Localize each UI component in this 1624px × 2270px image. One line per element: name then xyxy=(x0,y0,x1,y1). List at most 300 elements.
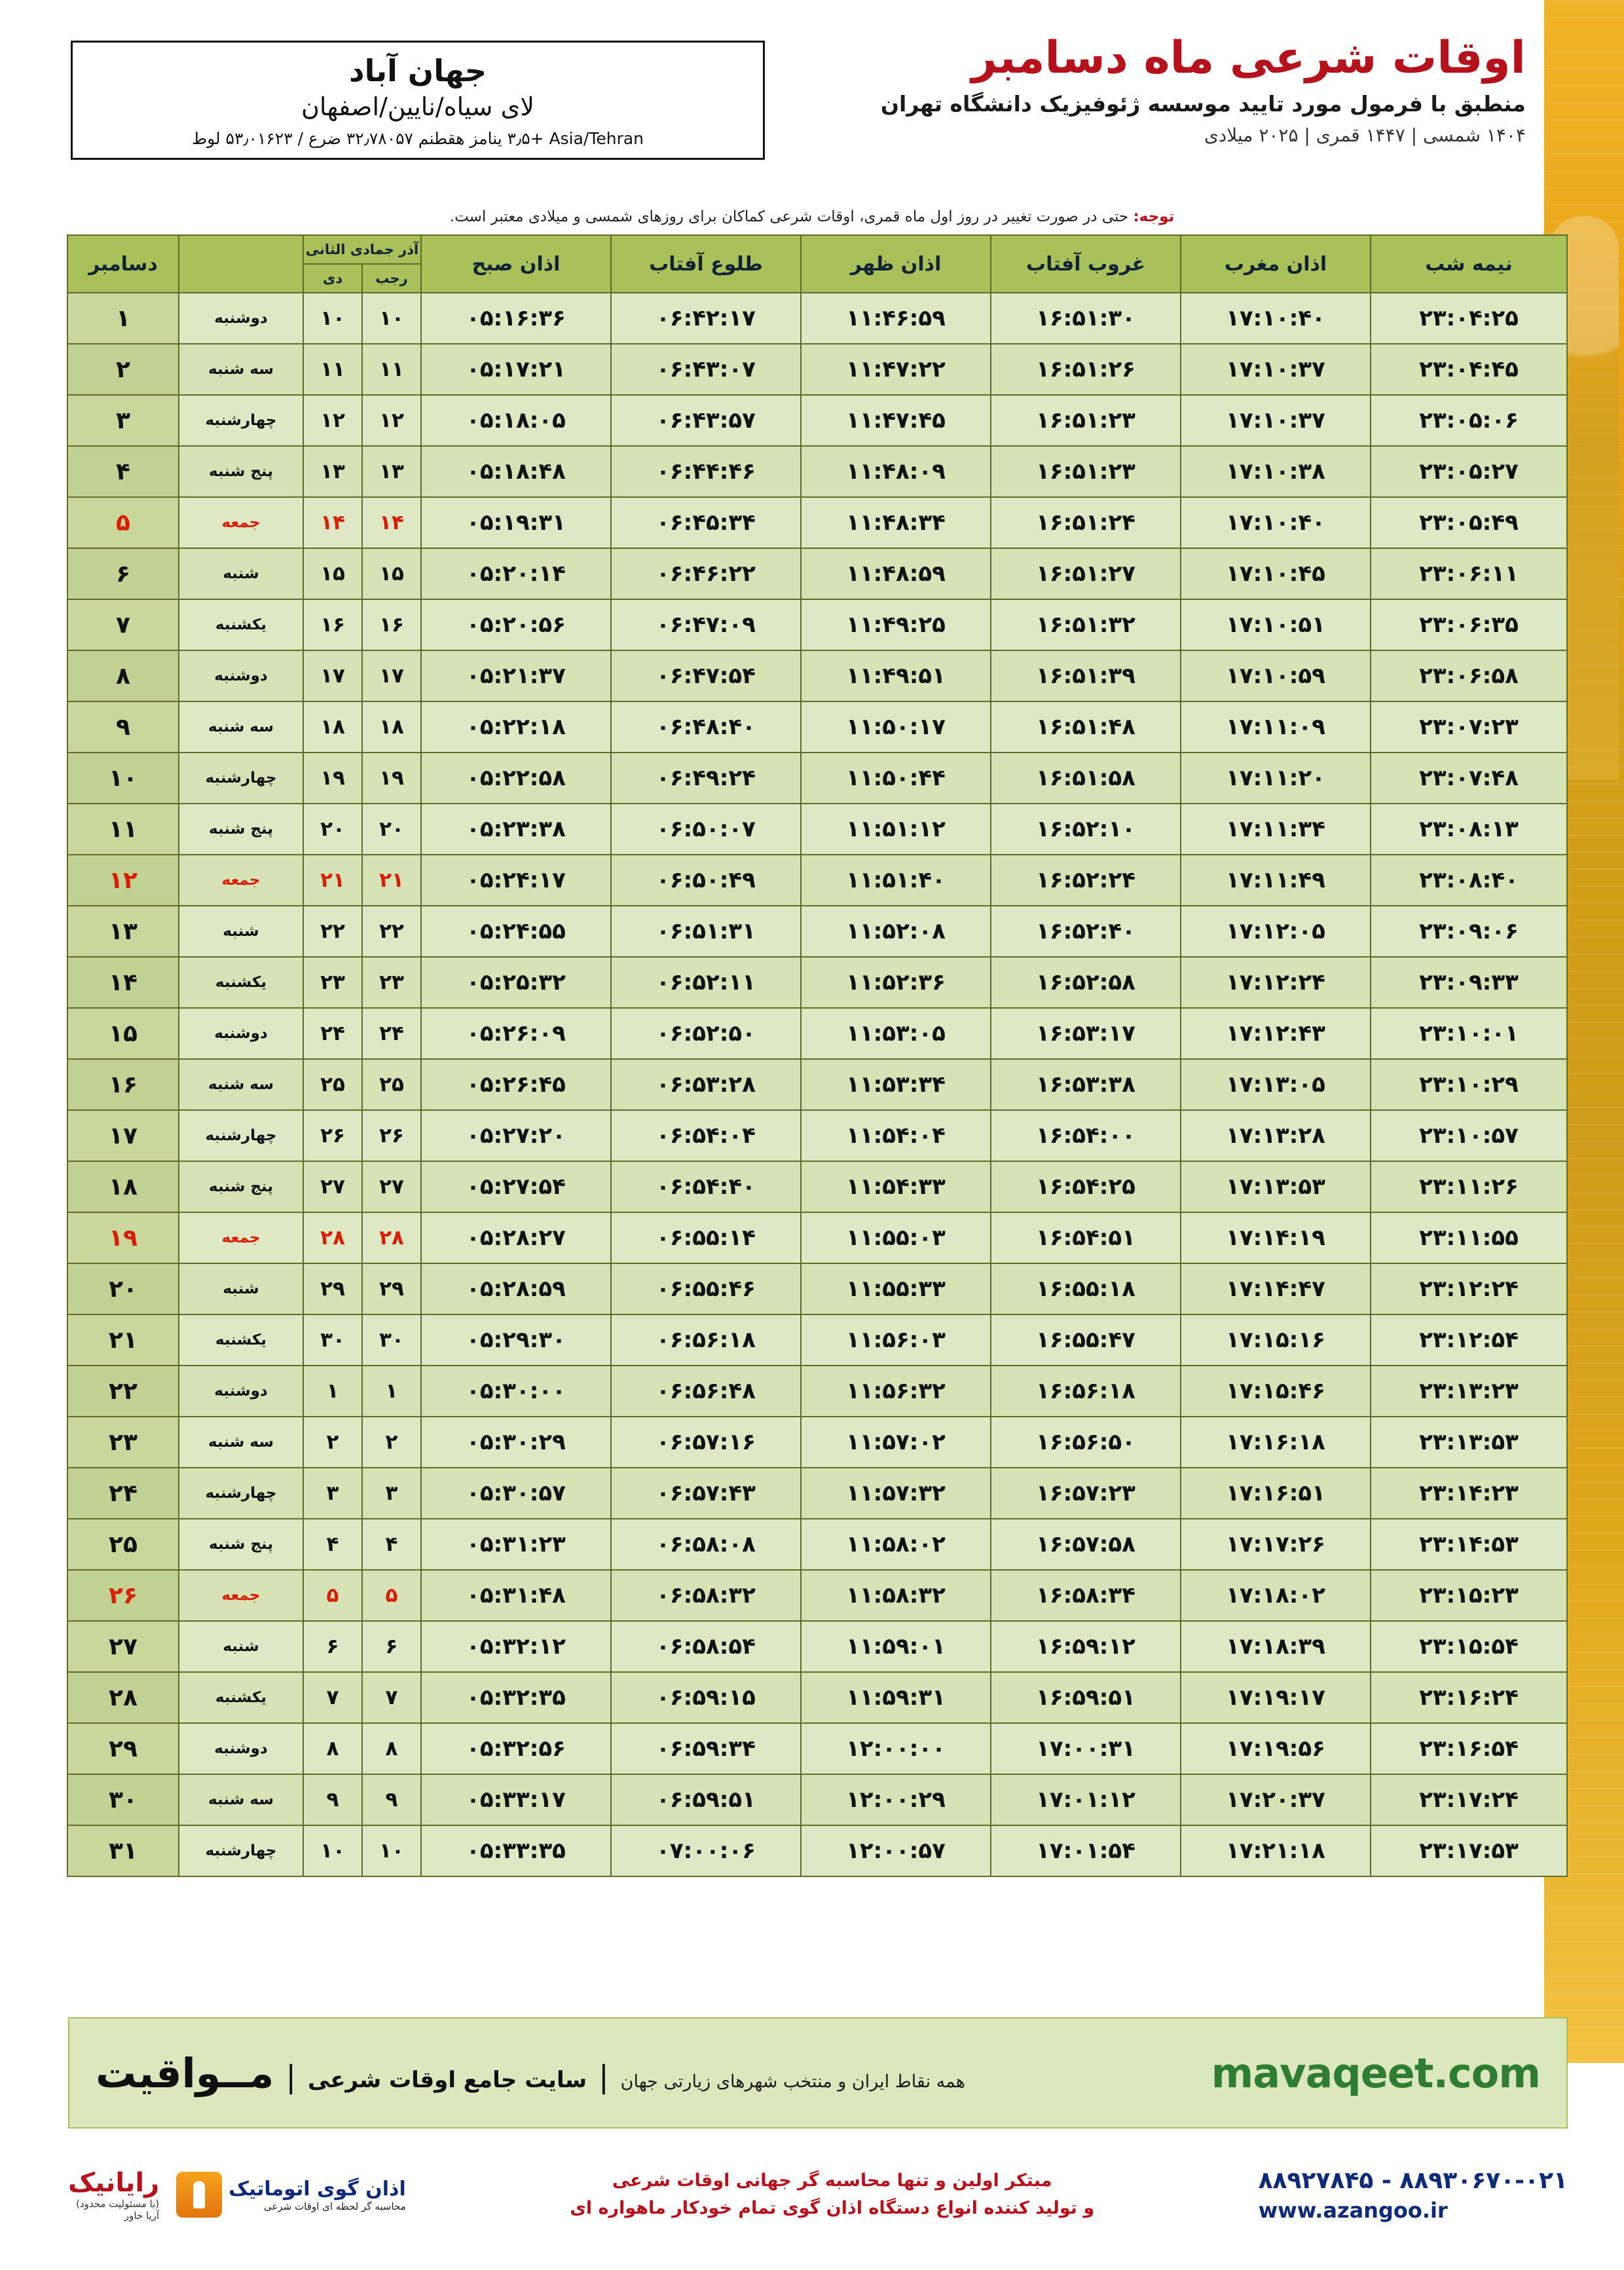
cell-sunrise: ۰۶:۵۳:۲۸ xyxy=(611,1059,801,1110)
cell-midnight: ۲۳:۱۲:۲۴ xyxy=(1371,1263,1567,1314)
brand-sep-1: | xyxy=(286,2058,296,2094)
prayer-times-table xyxy=(67,234,1568,1877)
cell-sunrise: ۰۶:۵۱:۳۱ xyxy=(611,906,801,957)
cell-maghrib: ۱۷:۲۱:۱۸ xyxy=(1181,1825,1371,1876)
cell-midnight: ۲۳:۱۴:۲۳ xyxy=(1371,1468,1567,1519)
cell-gregorian-day: ۱۸ xyxy=(67,1161,179,1212)
cell-sunrise: ۰۷:۰۰:۰۶ xyxy=(611,1825,801,1876)
cell-gregorian-day: ۷ xyxy=(67,599,179,650)
cell-dhuhr: ۱۱:۵۷:۳۲ xyxy=(801,1468,991,1519)
cell-sunset: ۱۷:۰۰:۳۱ xyxy=(991,1723,1181,1774)
table-header-row xyxy=(67,235,1567,293)
cell-dhuhr: ۱۱:۴۷:۲۲ xyxy=(801,344,991,395)
cell-hijri-dey: ۲۴ xyxy=(303,1008,362,1059)
note-text: حتی در صورت تغییر در روز اول ماه قمری، اوقات شرعی کماکان برای روزهای شمسی و میلادی معتبر است. xyxy=(449,208,1129,225)
cell-gregorian-day: ۱۹ xyxy=(67,1212,179,1263)
azangoo-logo-text xyxy=(229,2178,406,2212)
col-midnight: نیمه شب xyxy=(1371,235,1567,293)
cell-hijri-dey: ۴ xyxy=(303,1519,362,1570)
table-row xyxy=(67,1570,1567,1621)
cell-weekday: دوشنبه xyxy=(179,1366,303,1417)
cell-hijri-dey: ۲۲ xyxy=(303,906,362,957)
cell-weekday: دوشنبه xyxy=(179,650,303,701)
cell-hijri-dey: ۵ xyxy=(303,1570,362,1621)
cell-gregorian-day: ۱۴ xyxy=(67,957,179,1008)
cell-fajr: ۰۵:۳۲:۵۶ xyxy=(421,1723,611,1774)
brand-block xyxy=(96,2049,965,2097)
cell-midnight: ۲۳:۱۶:۵۴ xyxy=(1371,1723,1567,1774)
cell-hijri-dey: ۱۸ xyxy=(303,701,362,753)
table-row xyxy=(67,497,1567,548)
cell-fajr: ۰۵:۳۳:۱۷ xyxy=(421,1774,611,1825)
cell-hijri-dey: ۱۵ xyxy=(303,548,362,599)
table-body xyxy=(67,293,1567,1876)
cell-weekday: شنبه xyxy=(179,1621,303,1672)
phone-numbers: ۸۸۹۲۷۸۴۵ - ۸۸۹۳۰۶۷۰-۰۲۱ xyxy=(1258,2167,1568,2194)
cell-gregorian-day: ۲۶ xyxy=(67,1570,179,1621)
cell-dhuhr: ۱۱:۵۳:۰۵ xyxy=(801,1008,991,1059)
cell-hijri-rajab: ۲۳ xyxy=(362,957,421,1008)
cell-midnight: ۲۳:۱۷:۲۴ xyxy=(1371,1774,1567,1825)
cell-maghrib: ۱۷:۱۰:۳۷ xyxy=(1181,344,1371,395)
cell-dhuhr: ۱۱:۴۷:۴۵ xyxy=(801,395,991,446)
cell-sunset: ۱۶:۵۹:۵۱ xyxy=(991,1672,1181,1723)
cell-hijri-rajab: ۲۷ xyxy=(362,1161,421,1212)
cell-sunrise: ۰۶:۴۴:۴۶ xyxy=(611,446,801,497)
table-row xyxy=(67,1723,1567,1774)
cell-dhuhr: ۱۱:۵۳:۳۴ xyxy=(801,1059,991,1110)
cell-weekday: جمعه xyxy=(179,1570,303,1621)
cell-maghrib: ۱۷:۲۰:۳۷ xyxy=(1181,1774,1371,1825)
cell-sunrise: ۰۶:۴۳:۵۷ xyxy=(611,395,801,446)
cell-fajr: ۰۵:۳۱:۲۳ xyxy=(421,1519,611,1570)
cell-gregorian-day: ۱۵ xyxy=(67,1008,179,1059)
cell-maghrib: ۱۷:۱۱:۳۴ xyxy=(1181,804,1371,855)
cell-gregorian-day: ۲۳ xyxy=(67,1417,179,1468)
table-row xyxy=(67,1774,1567,1825)
cell-gregorian-day: ۲۲ xyxy=(67,1366,179,1417)
cell-fajr: ۰۵:۲۸:۲۷ xyxy=(421,1212,611,1263)
cell-sunrise: ۰۶:۵۵:۱۴ xyxy=(611,1212,801,1263)
cell-sunrise: ۰۶:۵۷:۴۳ xyxy=(611,1468,801,1519)
company-description-line2: و تولید کننده انواع دستگاه اذان گوی تمام خودکار ماهواره ای xyxy=(570,2198,1095,2218)
cell-hijri-dey: ۲۵ xyxy=(303,1059,362,1110)
cell-fajr: ۰۵:۳۰:۵۷ xyxy=(421,1468,611,1519)
cell-maghrib: ۱۷:۱۴:۱۹ xyxy=(1181,1212,1371,1263)
cell-maghrib: ۱۷:۱۱:۲۰ xyxy=(1181,753,1371,804)
cell-fajr: ۰۵:۲۲:۵۸ xyxy=(421,753,611,804)
table-row xyxy=(67,395,1567,446)
cell-fajr: ۰۵:۲۱:۳۷ xyxy=(421,650,611,701)
cell-hijri-dey: ۱۶ xyxy=(303,599,362,650)
cell-hijri-rajab: ۲۲ xyxy=(362,906,421,957)
cell-fajr: ۰۵:۱۸:۰۵ xyxy=(421,395,611,446)
cell-midnight: ۲۳:۱۵:۲۳ xyxy=(1371,1570,1567,1621)
cell-maghrib: ۱۷:۱۰:۴۰ xyxy=(1181,497,1371,548)
cell-dhuhr: ۱۱:۴۸:۳۴ xyxy=(801,497,991,548)
cell-sunrise: ۰۶:۵۴:۰۴ xyxy=(611,1110,801,1161)
cell-sunrise: ۰۶:۴۶:۲۲ xyxy=(611,548,801,599)
azangoo-website[interactable]: www.azangoo.ir xyxy=(1258,2197,1448,2223)
col-hijri-group xyxy=(303,235,421,293)
cell-maghrib: ۱۷:۱۸:۳۹ xyxy=(1181,1621,1371,1672)
table-row xyxy=(67,1314,1567,1366)
cell-sunset: ۱۶:۵۴:۵۱ xyxy=(991,1212,1181,1263)
col-sunrise: طلوع آفتاب xyxy=(611,235,801,293)
cell-weekday: چهارشنبه xyxy=(179,753,303,804)
cell-sunset: ۱۶:۵۵:۱۸ xyxy=(991,1263,1181,1314)
cell-gregorian-day: ۴ xyxy=(67,446,179,497)
cell-hijri-rajab: ۱۹ xyxy=(362,753,421,804)
cell-midnight: ۲۳:۱۴:۵۳ xyxy=(1371,1519,1567,1570)
col-hijri-top: آذر جمادی الثانی xyxy=(304,236,420,265)
cell-maghrib: ۱۷:۱۷:۲۶ xyxy=(1181,1519,1371,1570)
cell-midnight: ۲۳:۰۵:۴۹ xyxy=(1371,497,1567,548)
note-label: توجه: xyxy=(1133,208,1175,225)
table-row xyxy=(67,344,1567,395)
col-dhuhr: اذان ظهر xyxy=(801,235,991,293)
cell-dhuhr: ۱۱:۵۸:۰۲ xyxy=(801,1519,991,1570)
cell-midnight: ۲۳:۰۶:۱۱ xyxy=(1371,548,1567,599)
cell-hijri-rajab: ۵ xyxy=(362,1570,421,1621)
cell-gregorian-day: ۸ xyxy=(67,650,179,701)
cell-dhuhr: ۱۱:۴۹:۲۵ xyxy=(801,599,991,650)
cell-weekday: پنج شنبه xyxy=(179,1519,303,1570)
table-row xyxy=(67,701,1567,753)
table-row xyxy=(67,1672,1567,1723)
cell-weekday: جمعه xyxy=(179,497,303,548)
cell-fajr: ۰۵:۲۵:۳۲ xyxy=(421,957,611,1008)
cell-gregorian-day: ۵ xyxy=(67,497,179,548)
cell-hijri-dey: ۲۸ xyxy=(303,1212,362,1263)
cell-weekday: چهارشنبه xyxy=(179,1825,303,1876)
company-description xyxy=(570,2167,1094,2222)
cell-fajr: ۰۵:۲۸:۵۹ xyxy=(421,1263,611,1314)
cell-gregorian-day: ۲۸ xyxy=(67,1672,179,1723)
cell-dhuhr: ۱۱:۵۴:۰۴ xyxy=(801,1110,991,1161)
table-row xyxy=(67,906,1567,957)
cell-hijri-rajab: ۲۱ xyxy=(362,855,421,906)
cell-sunset: ۱۶:۵۶:۱۸ xyxy=(991,1366,1181,1417)
cell-maghrib: ۱۷:۱۹:۱۷ xyxy=(1181,1672,1371,1723)
cell-maghrib: ۱۷:۱۰:۴۰ xyxy=(1181,293,1371,344)
cell-hijri-dey: ۱۱ xyxy=(303,344,362,395)
table-row xyxy=(67,650,1567,701)
cell-dhuhr: ۱۱:۵۴:۳۳ xyxy=(801,1161,991,1212)
cell-weekday: دوشنبه xyxy=(179,293,303,344)
cell-gregorian-day: ۲۴ xyxy=(67,1468,179,1519)
cell-sunrise: ۰۶:۵۲:۵۰ xyxy=(611,1008,801,1059)
cell-fajr: ۰۵:۳۳:۳۵ xyxy=(421,1825,611,1876)
cell-midnight: ۲۳:۰۴:۲۵ xyxy=(1371,293,1567,344)
cell-maghrib: ۱۷:۱۸:۰۲ xyxy=(1181,1570,1371,1621)
cell-gregorian-day: ۲۵ xyxy=(67,1519,179,1570)
cell-hijri-rajab: ۲۸ xyxy=(362,1212,421,1263)
cell-midnight: ۲۳:۱۲:۵۴ xyxy=(1371,1314,1567,1366)
rayanic-logo xyxy=(68,2168,159,2222)
cell-weekday: شنبه xyxy=(179,906,303,957)
cell-dhuhr: ۱۱:۴۸:۵۹ xyxy=(801,548,991,599)
cell-sunset: ۱۶:۵۲:۱۰ xyxy=(991,804,1181,855)
cell-maghrib: ۱۷:۱۱:۰۹ xyxy=(1181,701,1371,753)
footer-contact-bar xyxy=(68,2146,1568,2244)
cell-hijri-rajab: ۱۸ xyxy=(362,701,421,753)
cell-fajr: ۰۵:۳۲:۳۵ xyxy=(421,1672,611,1723)
cell-sunrise: ۰۶:۵۹:۱۵ xyxy=(611,1672,801,1723)
cell-midnight: ۲۳:۱۰:۲۹ xyxy=(1371,1059,1567,1110)
cell-sunset: ۱۶:۵۱:۳۰ xyxy=(991,293,1181,344)
cell-sunrise: ۰۶:۵۲:۱۱ xyxy=(611,957,801,1008)
cell-maghrib: ۱۷:۱۳:۰۵ xyxy=(1181,1059,1371,1110)
cell-weekday: یکشنبه xyxy=(179,1672,303,1723)
cell-weekday: چهارشنبه xyxy=(179,1110,303,1161)
cell-dhuhr: ۱۱:۵۶:۰۳ xyxy=(801,1314,991,1366)
company-description-line1: مبتکر اولین و تنها محاسبه گر جهانی اوقات شرعی xyxy=(612,2170,1052,2191)
table-row xyxy=(67,599,1567,650)
page-subtitle: منطبق با فرمول مورد تایید موسسه ژئوفیزیک دانشگاه تهران xyxy=(880,91,1526,117)
cell-sunset: ۱۶:۵۷:۲۳ xyxy=(991,1468,1181,1519)
cell-hijri-rajab: ۲۶ xyxy=(362,1110,421,1161)
cell-dhuhr: ۱۲:۰۰:۲۹ xyxy=(801,1774,991,1825)
cell-hijri-rajab: ۲۹ xyxy=(362,1263,421,1314)
cell-midnight: ۲۳:۱۳:۲۳ xyxy=(1371,1366,1567,1417)
calendar-years: ۱۴۰۴ شمسی | ۱۴۴۷ قمری | ۲۰۲۵ میلادی xyxy=(1204,124,1526,147)
cell-gregorian-day: ۱۲ xyxy=(67,855,179,906)
cell-midnight: ۲۳:۱۱:۲۶ xyxy=(1371,1161,1567,1212)
cell-maghrib: ۱۷:۱۵:۱۶ xyxy=(1181,1314,1371,1366)
cell-dhuhr: ۱۱:۵۲:۳۶ xyxy=(801,957,991,1008)
cell-hijri-dey: ۱ xyxy=(303,1366,362,1417)
location-region: لای سیاه/نایین/اصفهان xyxy=(301,92,535,121)
website-link[interactable]: mavaqeet.com xyxy=(1211,2049,1540,2097)
cell-weekday: شنبه xyxy=(179,548,303,599)
table-row xyxy=(67,1212,1567,1263)
cell-weekday: سه شنبه xyxy=(179,1059,303,1110)
brand-tagline: سایت جامع اوقات شرعی xyxy=(307,2066,587,2093)
cell-sunrise: ۰۶:۴۷:۰۹ xyxy=(611,599,801,650)
cell-sunrise: ۰۶:۵۸:۰۸ xyxy=(611,1519,801,1570)
cell-sunset: ۱۶:۵۱:۳۹ xyxy=(991,650,1181,701)
cell-sunset: ۱۶:۵۱:۲۶ xyxy=(991,344,1181,395)
cell-midnight: ۲۳:۰۷:۴۸ xyxy=(1371,753,1567,804)
cell-midnight: ۲۳:۰۸:۱۳ xyxy=(1371,804,1567,855)
cell-hijri-rajab: ۱۰ xyxy=(362,1825,421,1876)
rayanic-logo-top: (با مسئولیت محدود) xyxy=(76,2198,160,2210)
cell-sunrise: ۰۶:۴۷:۵۴ xyxy=(611,650,801,701)
prayer-times-table-wrapper xyxy=(68,234,1568,1877)
cell-maghrib: ۱۷:۱۲:۲۴ xyxy=(1181,957,1371,1008)
cell-maghrib: ۱۷:۱۲:۴۳ xyxy=(1181,1008,1371,1059)
cell-weekday: پنج شنبه xyxy=(179,804,303,855)
cell-hijri-rajab: ۳ xyxy=(362,1468,421,1519)
cell-weekday: پنج شنبه xyxy=(179,1161,303,1212)
table-row xyxy=(67,855,1567,906)
table-row xyxy=(67,1366,1567,1417)
cell-hijri-rajab: ۱ xyxy=(362,1366,421,1417)
cell-sunrise: ۰۶:۵۰:۴۹ xyxy=(611,855,801,906)
cell-fajr: ۰۵:۲۴:۱۷ xyxy=(421,855,611,906)
col-hijri-rajab: رجب xyxy=(375,270,408,286)
cell-gregorian-day: ۲ xyxy=(67,344,179,395)
cell-weekday: یکشنبه xyxy=(179,957,303,1008)
table-row xyxy=(67,753,1567,804)
cell-weekday: یکشنبه xyxy=(179,599,303,650)
table-row xyxy=(67,446,1567,497)
cell-hijri-rajab: ۷ xyxy=(362,1672,421,1723)
rayanic-logo-text xyxy=(68,2168,159,2222)
cell-maghrib: ۱۷:۱۰:۳۸ xyxy=(1181,446,1371,497)
cell-dhuhr: ۱۱:۵۷:۰۲ xyxy=(801,1417,991,1468)
cell-maghrib: ۱۷:۱۹:۵۶ xyxy=(1181,1723,1371,1774)
cell-dhuhr: ۱۱:۵۸:۳۲ xyxy=(801,1570,991,1621)
cell-midnight: ۲۳:۱۵:۵۴ xyxy=(1371,1621,1567,1672)
cell-dhuhr: ۱۱:۴۸:۰۹ xyxy=(801,446,991,497)
cell-hijri-rajab: ۱۷ xyxy=(362,650,421,701)
cell-gregorian-day: ۱ xyxy=(67,293,179,344)
cell-hijri-dey: ۱۲ xyxy=(303,395,362,446)
page-title: اوقات شرعی ماه دسامبر xyxy=(971,32,1526,84)
cell-hijri-rajab: ۱۱ xyxy=(362,344,421,395)
cell-gregorian-day: ۲۱ xyxy=(67,1314,179,1366)
cell-sunset: ۱۶:۵۵:۴۷ xyxy=(991,1314,1181,1366)
cell-midnight: ۲۳:۱۰:۰۱ xyxy=(1371,1008,1567,1059)
cell-gregorian-day: ۳۰ xyxy=(67,1774,179,1825)
table-row xyxy=(67,1417,1567,1468)
cell-hijri-rajab: ۴ xyxy=(362,1519,421,1570)
table-row xyxy=(67,804,1567,855)
page-left-edge xyxy=(0,0,7,2270)
cell-maghrib: ۱۷:۱۶:۱۸ xyxy=(1181,1417,1371,1468)
cell-gregorian-day: ۹ xyxy=(67,701,179,753)
cell-sunset: ۱۶:۵۸:۳۴ xyxy=(991,1570,1181,1621)
cell-fajr: ۰۵:۳۰:۰۰ xyxy=(421,1366,611,1417)
table-row xyxy=(67,548,1567,599)
cell-sunrise: ۰۶:۴۹:۲۴ xyxy=(611,753,801,804)
cell-gregorian-day: ۳۱ xyxy=(67,1825,179,1876)
cell-sunset: ۱۶:۵۲:۵۸ xyxy=(991,957,1181,1008)
cell-hijri-dey: ۱۷ xyxy=(303,650,362,701)
cell-gregorian-day: ۱۱ xyxy=(67,804,179,855)
cell-fajr: ۰۵:۲۰:۵۶ xyxy=(421,599,611,650)
cell-midnight: ۲۳:۰۸:۴۰ xyxy=(1371,855,1567,906)
cell-sunset: ۱۷:۰۱:۱۲ xyxy=(991,1774,1181,1825)
cell-midnight: ۲۳:۰۶:۵۸ xyxy=(1371,650,1567,701)
cell-midnight: ۲۳:۰۷:۲۳ xyxy=(1371,701,1567,753)
cell-hijri-rajab: ۱۴ xyxy=(362,497,421,548)
cell-fajr: ۰۵:۲۳:۳۸ xyxy=(421,804,611,855)
cell-hijri-rajab: ۱۰ xyxy=(362,293,421,344)
cell-midnight: ۲۳:۰۹:۳۳ xyxy=(1371,957,1567,1008)
table-row xyxy=(67,293,1567,344)
table-row xyxy=(67,1519,1567,1570)
cell-sunset: ۱۶:۵۱:۲۳ xyxy=(991,446,1181,497)
cell-maghrib: ۱۷:۱۳:۲۸ xyxy=(1181,1110,1371,1161)
cell-maghrib: ۱۷:۱۰:۵۹ xyxy=(1181,650,1371,701)
cell-gregorian-day: ۲۰ xyxy=(67,1263,179,1314)
cell-weekday: جمعه xyxy=(179,1212,303,1263)
cell-dhuhr: ۱۱:۵۰:۴۴ xyxy=(801,753,991,804)
cell-dhuhr: ۱۱:۵۶:۳۲ xyxy=(801,1366,991,1417)
cell-gregorian-day: ۳ xyxy=(67,395,179,446)
col-fajr: اذان صبح xyxy=(421,235,611,293)
cell-weekday: شنبه xyxy=(179,1263,303,1314)
cell-sunset: ۱۶:۵۳:۳۸ xyxy=(991,1059,1181,1110)
cell-fajr: ۰۵:۲۷:۲۰ xyxy=(421,1110,611,1161)
cell-fajr: ۰۵:۱۶:۳۶ xyxy=(421,293,611,344)
table-row xyxy=(67,1825,1567,1876)
cell-gregorian-day: ۶ xyxy=(67,548,179,599)
cell-hijri-rajab: ۹ xyxy=(362,1774,421,1825)
cell-midnight: ۲۳:۱۱:۵۵ xyxy=(1371,1212,1567,1263)
cell-sunset: ۱۶:۵۳:۱۷ xyxy=(991,1008,1181,1059)
cell-sunrise: ۰۶:۵۶:۱۸ xyxy=(611,1314,801,1366)
cell-hijri-rajab: ۱۵ xyxy=(362,548,421,599)
cell-sunset: ۱۶:۵۴:۰۰ xyxy=(991,1110,1181,1161)
cell-fajr: ۰۵:۱۸:۴۸ xyxy=(421,446,611,497)
cell-sunset: ۱۶:۵۲:۴۰ xyxy=(991,906,1181,957)
cell-midnight: ۲۳:۰۵:۲۷ xyxy=(1371,446,1567,497)
cell-sunrise: ۰۶:۵۴:۴۰ xyxy=(611,1161,801,1212)
cell-dhuhr: ۱۱:۵۲:۰۸ xyxy=(801,906,991,957)
cell-maghrib: ۱۷:۱۲:۰۵ xyxy=(1181,906,1371,957)
cell-dhuhr: ۱۱:۵۱:۱۲ xyxy=(801,804,991,855)
cell-hijri-dey: ۲۹ xyxy=(303,1263,362,1314)
table-row xyxy=(67,1468,1567,1519)
cell-sunset: ۱۶:۵۱:۲۴ xyxy=(991,497,1181,548)
cell-hijri-dey: ۱۳ xyxy=(303,446,362,497)
cell-fajr: ۰۵:۲۰:۱۴ xyxy=(421,548,611,599)
cell-sunrise: ۰۶:۴۳:۰۷ xyxy=(611,344,801,395)
cell-weekday: یکشنبه xyxy=(179,1314,303,1366)
cell-hijri-dey: ۷ xyxy=(303,1672,362,1723)
azangoo-logo-sub: محاسبه گر لحظه ای اوقات شرعی xyxy=(263,2200,406,2212)
cell-sunrise: ۰۶:۵۷:۱۶ xyxy=(611,1417,801,1468)
cell-sunset: ۱۶:۵۱:۳۲ xyxy=(991,599,1181,650)
col-weekday xyxy=(179,235,303,293)
cell-dhuhr: ۱۱:۵۱:۴۰ xyxy=(801,855,991,906)
cell-maghrib: ۱۷:۱۰:۵۱ xyxy=(1181,599,1371,650)
cell-sunset: ۱۶:۵۷:۵۸ xyxy=(991,1519,1181,1570)
note-line xyxy=(0,208,1624,225)
logo-group xyxy=(68,2168,406,2222)
cell-midnight: ۲۳:۰۶:۳۵ xyxy=(1371,599,1567,650)
brand-name: مــواقیت xyxy=(96,2049,274,2097)
cell-hijri-dey: ۲۰ xyxy=(303,804,362,855)
cell-hijri-dey: ۲۶ xyxy=(303,1110,362,1161)
cell-hijri-rajab: ۳۰ xyxy=(362,1314,421,1366)
cell-hijri-dey: ۱۰ xyxy=(303,293,362,344)
col-maghrib: اذان مغرب xyxy=(1181,235,1371,293)
cell-weekday: سه شنبه xyxy=(179,1774,303,1825)
cell-midnight: ۲۳:۰۴:۴۵ xyxy=(1371,344,1567,395)
cell-fajr: ۰۵:۱۹:۳۱ xyxy=(421,497,611,548)
cell-weekday: سه شنبه xyxy=(179,344,303,395)
cell-hijri-rajab: ۲۴ xyxy=(362,1008,421,1059)
cell-midnight: ۲۳:۰۵:۰۶ xyxy=(1371,395,1567,446)
azangoo-mark-icon xyxy=(176,2172,222,2218)
table-row xyxy=(67,1110,1567,1161)
cell-hijri-rajab: ۱۶ xyxy=(362,599,421,650)
cell-weekday: دوشنبه xyxy=(179,1008,303,1059)
cell-weekday: چهارشنبه xyxy=(179,1468,303,1519)
cell-weekday: سه شنبه xyxy=(179,701,303,753)
cell-sunset: ۱۶:۵۹:۱۲ xyxy=(991,1621,1181,1672)
cell-hijri-dey: ۲ xyxy=(303,1417,362,1468)
cell-hijri-rajab: ۲۰ xyxy=(362,804,421,855)
col-hijri-dey: دی xyxy=(304,265,363,292)
cell-gregorian-day: ۱۷ xyxy=(67,1110,179,1161)
cell-hijri-dey: ۲۱ xyxy=(303,855,362,906)
